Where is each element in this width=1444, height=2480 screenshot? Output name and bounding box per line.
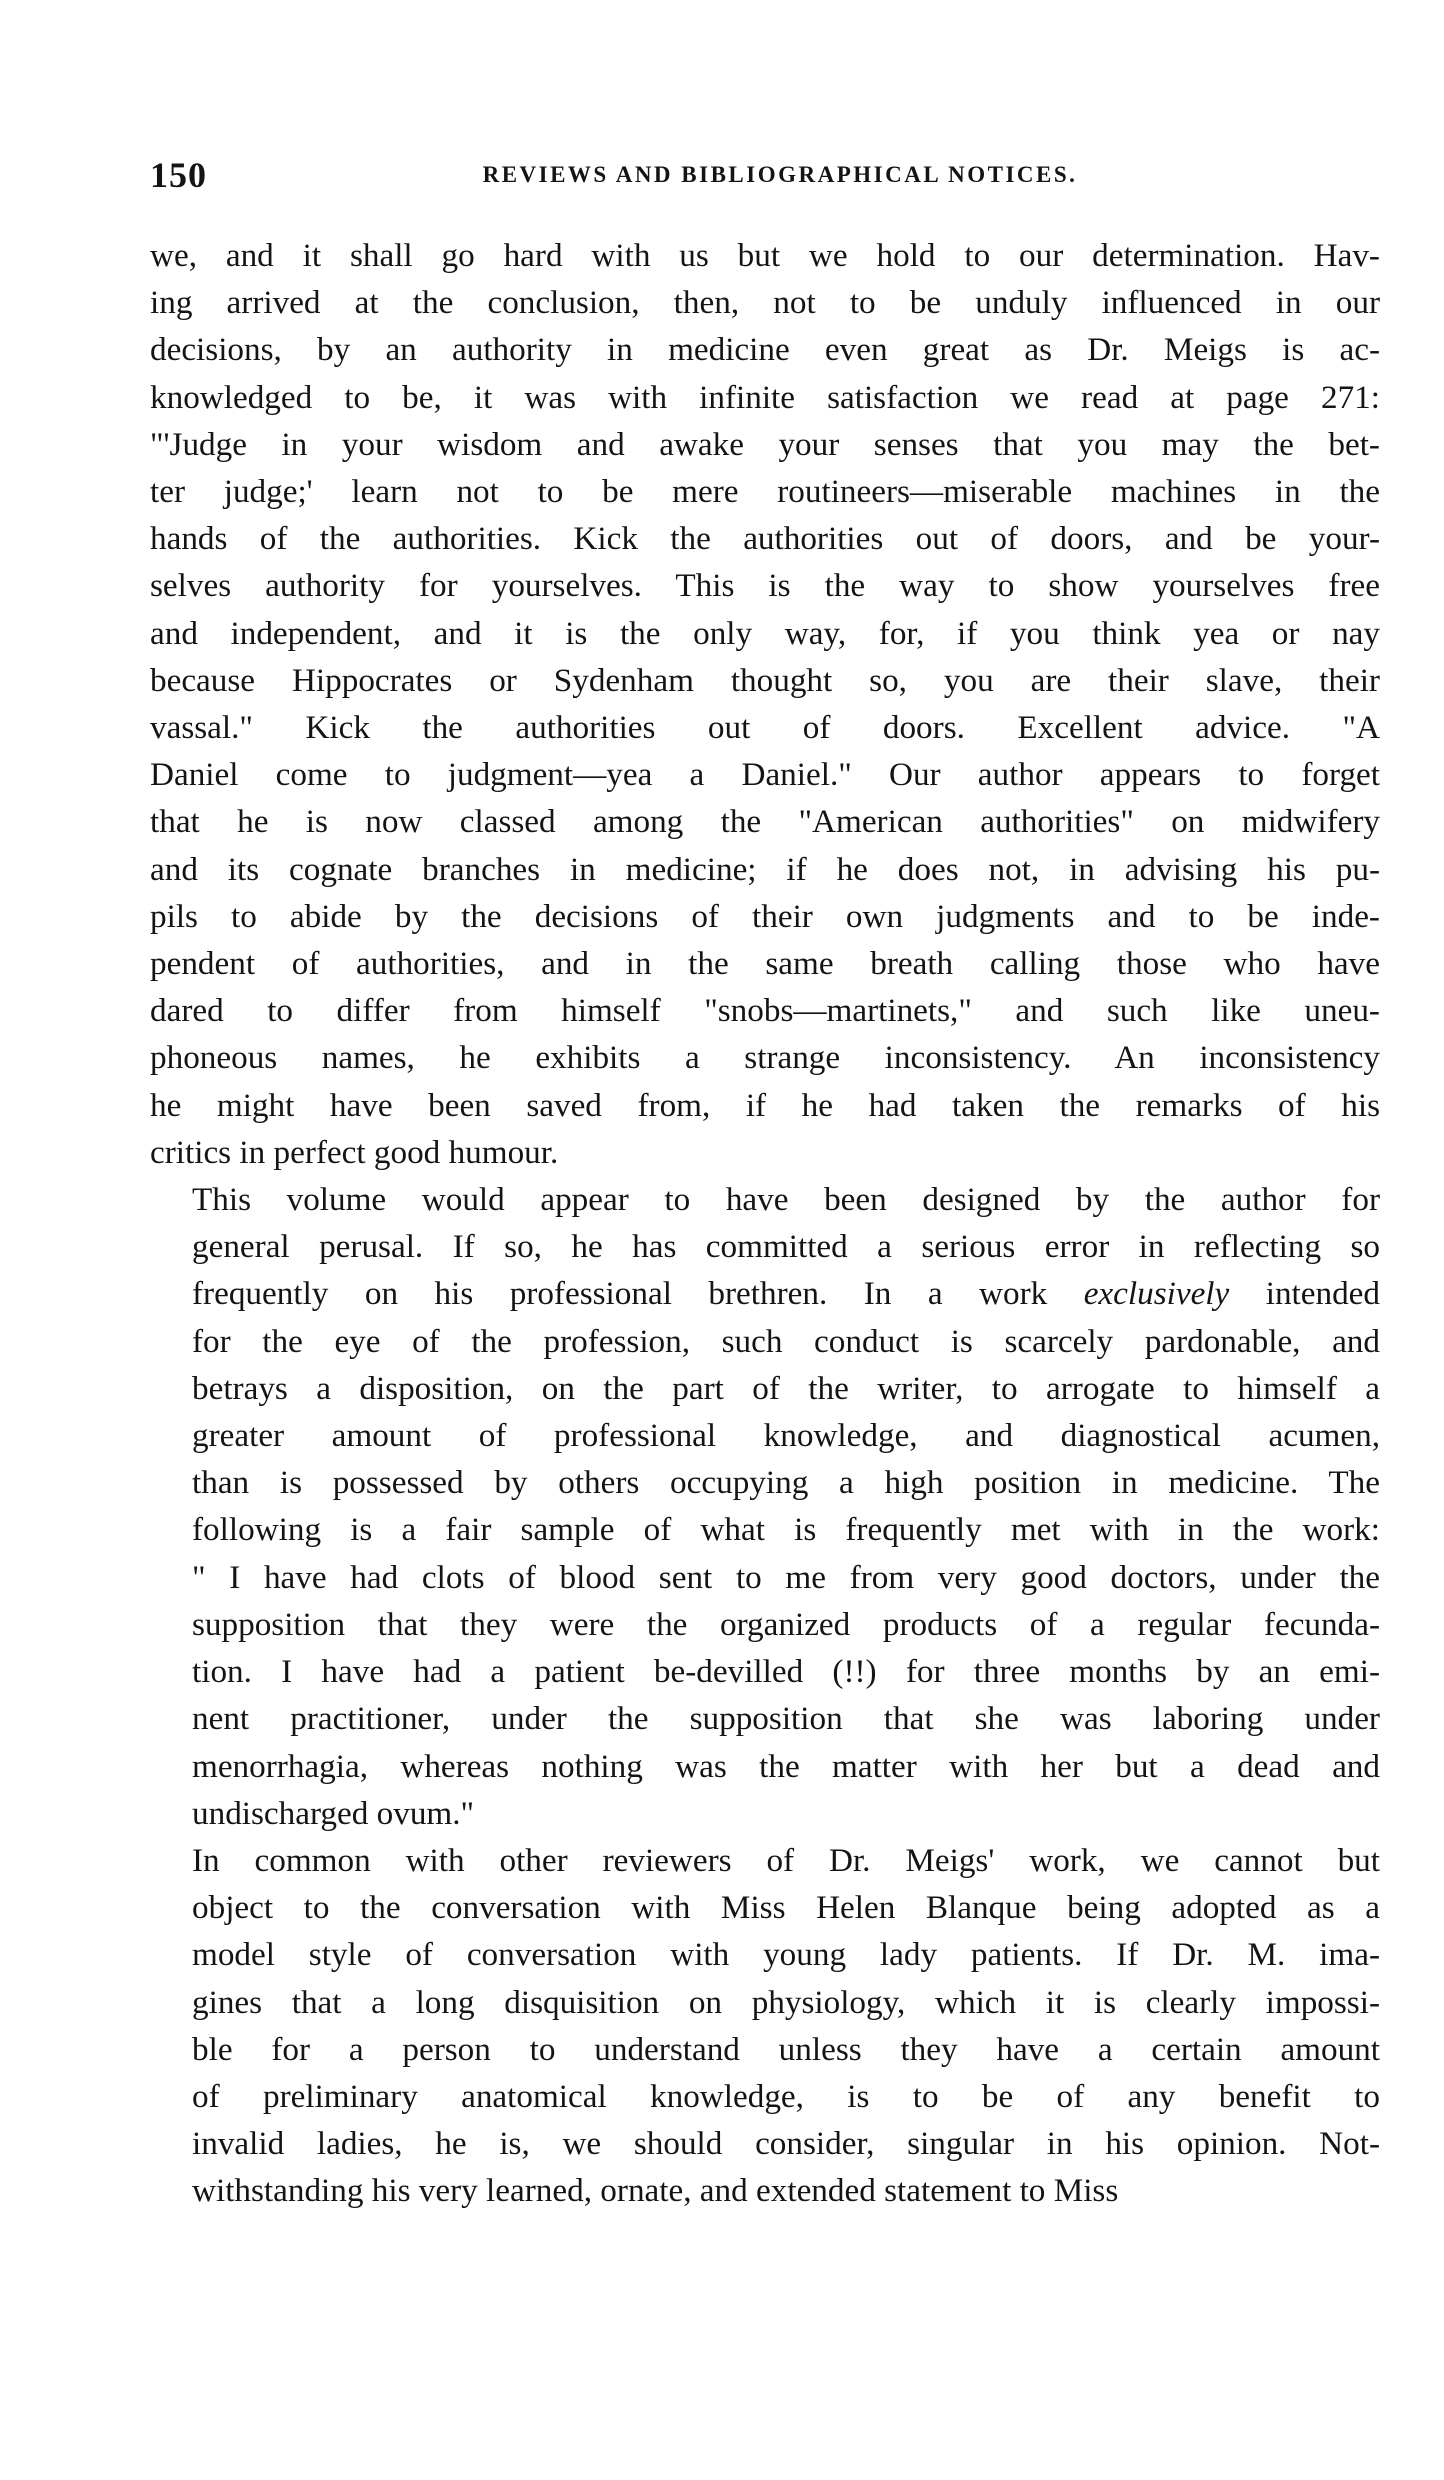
text-line: he might have been saved from, if he had taken the remarks of his: [150, 1086, 1380, 1124]
body-text: [150, 232, 1380, 2215]
text-line: pils to abide by the decisions of their own judgments and to be inde-: [150, 897, 1380, 935]
text-line: vassal." Kick the authorities out of doors. Excellent advice. "A: [150, 709, 1380, 747]
text-line: ter judge;' learn not to be mere routineers—miserable machines in the: [150, 473, 1380, 511]
text-line: This volume would appear to have been designed by the author for: [192, 1181, 1380, 1219]
text-line: and its cognate branches in medicine; if he does not, in advising his pu-: [150, 850, 1380, 888]
text-line: object to the conversation with Miss Helen Blanque being adopted as a: [192, 1889, 1380, 1927]
text-line: and independent, and it is the only way, for, if you think yea or nay: [150, 614, 1380, 652]
text-line: critics in perfect good humour.: [150, 1133, 559, 1171]
text-line: gines that a long disquisition on physiology, which it is clearly impossi-: [192, 1983, 1380, 2021]
text-line: supposition that they were the organized products of a regular fecunda-: [192, 1605, 1380, 1643]
text-line: "'Judge in your wisdom and awake your senses that you may the bet-: [150, 425, 1380, 463]
text-line: " I have had clots of blood sent to me from very good doctors, under the: [192, 1558, 1380, 1596]
text-line: model style of conversation with young lady patients. If Dr. M. ima-: [192, 1936, 1380, 1974]
text-line: hands of the authorities. Kick the authorities out of doors, and be your-: [150, 520, 1380, 558]
text-line: general perusal. If so, he has committed a serious error in reflecting so: [192, 1228, 1380, 1266]
text-line: selves authority for yourselves. This is the way to show yourselves free: [150, 567, 1380, 605]
text-line: In common with other reviewers of Dr. Meigs' work, we cannot but: [192, 1841, 1380, 1879]
text-line: betrays a disposition, on the part of the writer, to arrogate to himself a: [192, 1369, 1380, 1407]
text-line: decisions, by an authority in medicine even great as Dr. Meigs is ac-: [150, 331, 1380, 369]
text-line: greater amount of professional knowledge, and diagnostical acumen,: [192, 1417, 1380, 1455]
text-line: of preliminary anatomical knowledge, is to be of any benefit to: [192, 2077, 1380, 2115]
text-line: undischarged ovum.": [192, 1794, 475, 1832]
text-line: phoneous names, he exhibits a strange inconsistency. An inconsistency: [150, 1039, 1380, 1077]
text-line: ble for a person to understand unless they have a certain amount: [192, 2030, 1380, 2068]
text-line: that he is now classed among the "American authorities" on midwifery: [150, 803, 1380, 841]
text-line: than is possessed by others occupying a high position in medicine. The: [192, 1464, 1380, 1502]
text-line: menorrhagia, whereas nothing was the matter with her but a dead and: [192, 1747, 1380, 1785]
paragraph: [150, 232, 1380, 1176]
text-line: withstanding his very learned, ornate, and extended statement to Miss: [192, 2172, 1119, 2210]
text-line: following is a fair sample of what is frequently met with in the work:: [192, 1511, 1380, 1549]
text-line: Daniel come to judgment—yea a Daniel." Our author appears to forget: [150, 756, 1380, 794]
text-line: dared to differ from himself "snobs—martinets," and such like uneu-: [150, 992, 1380, 1030]
running-head: [150, 150, 1380, 200]
paragraph: [150, 1837, 1380, 2215]
text-line: frequently on his professional brethren. In a work exclusively intended: [192, 1275, 1381, 1313]
text-line: for the eye of the profession, such conduct is scarcely pardonable, and: [192, 1322, 1380, 1360]
text-line: nent practitioner, under the supposition that she was laboring under: [192, 1700, 1380, 1738]
text-line: pendent of authorities, and in the same breath calling those who have: [150, 945, 1380, 983]
text-line: we, and it shall go hard with us but we hold to our determination. Hav-: [150, 237, 1380, 274]
paragraph: [150, 1176, 1380, 1837]
text-line: because Hippocrates or Sydenham thought so, you are their slave, their: [150, 661, 1380, 699]
page-number: 150: [150, 155, 207, 195]
text-line: knowledged to be, it was with infinite satisfaction we read at page 271:: [150, 378, 1380, 416]
text-line: invalid ladies, he is, we should consider, singular in his opinion. Not-: [192, 2125, 1380, 2163]
running-title: REVIEWS AND BIBLIOGRAPHICAL NOTICES.: [482, 162, 1078, 187]
text-line: ing arrived at the conclusion, then, not to be unduly influenced in our: [150, 284, 1380, 322]
text-line: tion. I have had a patient be-devilled (!!) for three months by an emi-: [192, 1653, 1380, 1691]
